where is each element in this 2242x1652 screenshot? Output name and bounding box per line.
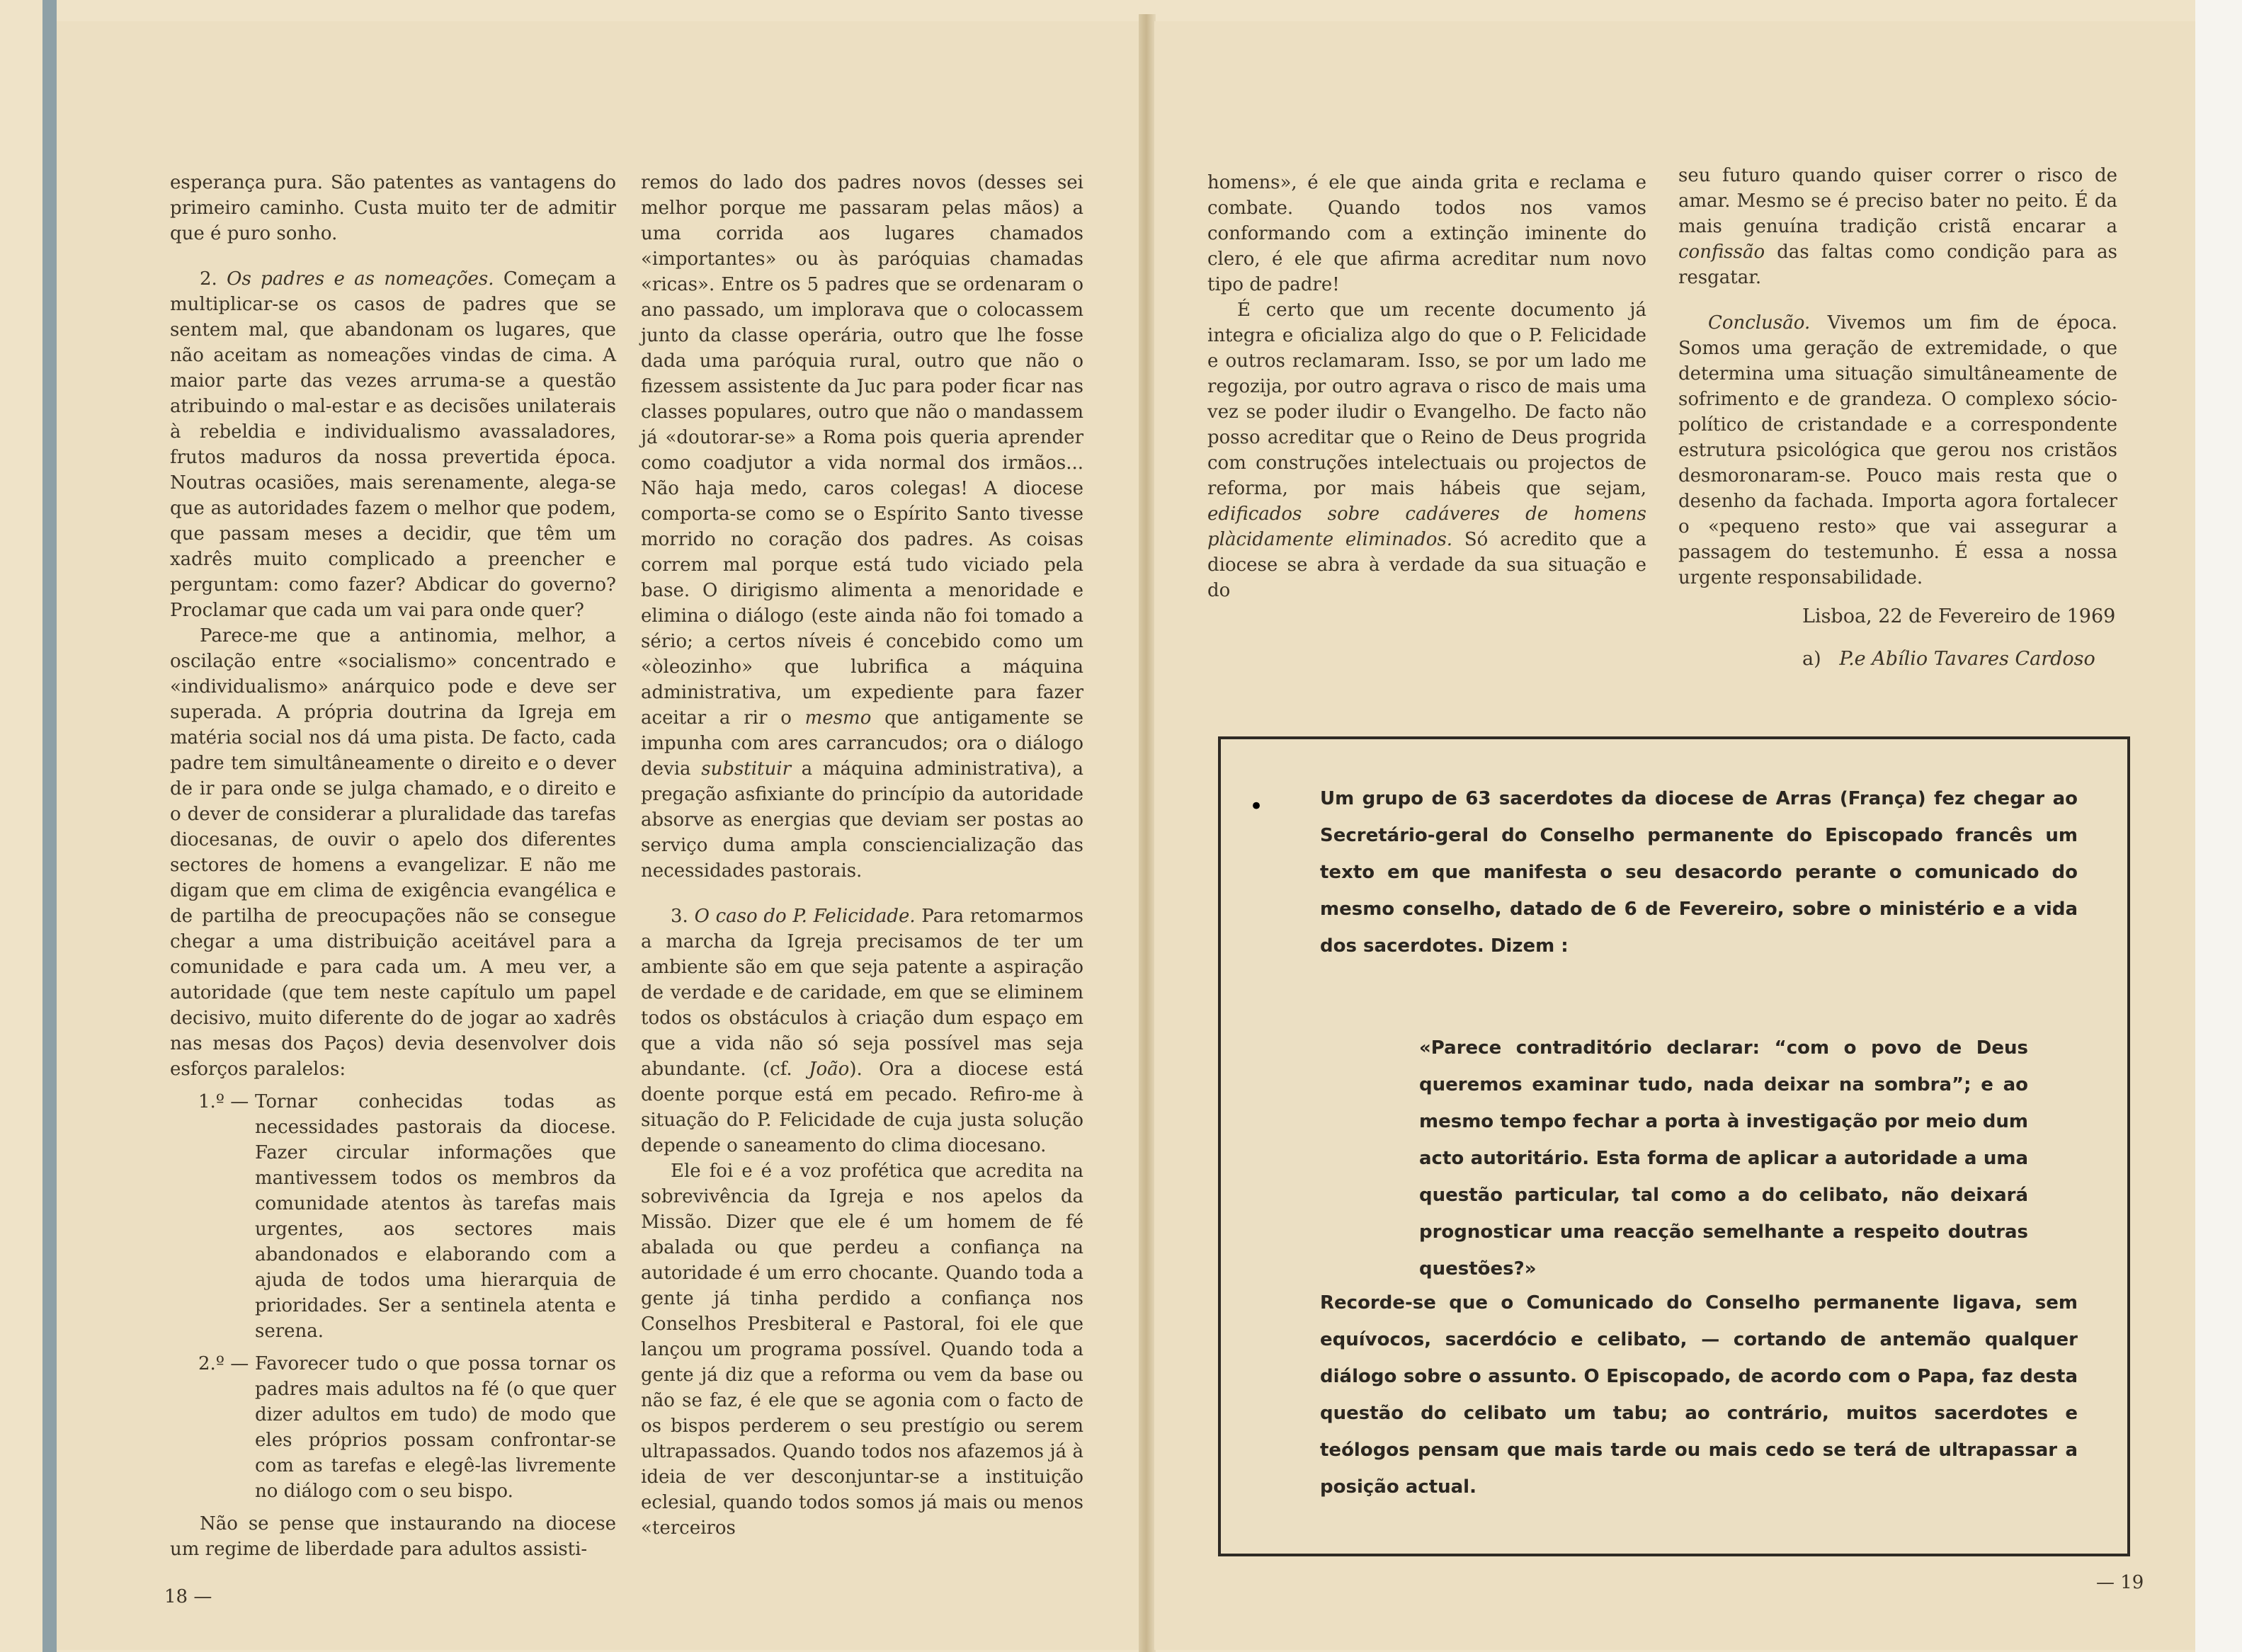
section-3-paragraph — [641, 904, 1083, 1158]
paragraph — [641, 170, 1083, 884]
text-run: Vivemos um fim de época. Somos uma geração de extremidade, o que determina uma situação simultâneamente de sofrimento e de grandeza. O complexo sócio-político de cristandade e a correspondente estrutura psicológica que gerou nos cristãos desmoronaram-se. Pouco mais resta que o desenho da fachada. Importa agora fortalecer o «pequeno resto» que vai assegurar a passagem do testemunho. É essa a nossa urgente responsabilidade. — [1678, 312, 2118, 588]
emphasis: mesmo — [804, 707, 872, 729]
signature: P.e Abílio Tavares Cardoso — [1839, 648, 2095, 670]
section-number: 3. — [671, 906, 688, 927]
scan-background — [2195, 0, 2242, 1652]
paragraph — [1678, 163, 2117, 290]
text-run: a máquina administrativa), a pregação asfixiante do princípio da autoridade absorve as energias que deviam ser postas ao serviço duma ampla consciencialização das necessidades pastorais. — [641, 758, 1084, 882]
text-run: remos do lado dos padres novos (desses sei melhor porque me passaram pelas mãos) a uma corrida aos lugares chamados «importantes» ou às paróquias chamadas «ricas». Entre os 5 padres que se ordenaram o ano passado, um implorava que o colocassem junto da classe operária, outro que lhe fosse dada uma paróquia rural, outro que não o fizessem assistente da Juc para poder ficar nas classes populares, outro que não o mandassem já «doutorar-se» a Roma pois queria aprender como coadjutor a vida normal dos irmãos... Não haja medo, caros colegas! A diocese comporta-se como se o Espírito Santo tivesse morrido no coração dos padres. As coisas correm mal porque está tudo viciado pela base. O dirigismo alimenta a menoridade e elimina o diálogo (este ainda não foi tomado a sério; a certos níveis é concebido como um «òleozinho» que lubrifica a máquina administrativa, um expediente para fazer aceitar a rir o — [641, 172, 1083, 729]
book-spine — [1139, 14, 1156, 1652]
left-column-1 — [170, 170, 616, 1562]
text-run: ). Ora a diocese está doente porque está em pecado. Refiro-me à situação do P. Felicidade de cuja justa solução depende o saneamento do clima diocesano. — [641, 1059, 1083, 1156]
text-run: Só acredito que a diocese se abra à verdade da sua situação e do — [1207, 529, 1646, 601]
list-item — [198, 1351, 616, 1504]
section-title: Conclusão. — [1708, 312, 1811, 334]
bullet-icon: • — [1249, 792, 1264, 821]
signature-prefix: a) — [1802, 648, 1821, 670]
list-number: 2.º — — [198, 1353, 249, 1374]
book-cover-edge — [42, 0, 57, 1652]
conclusion-paragraph — [1678, 310, 2117, 591]
left-column-2 — [641, 170, 1083, 1541]
paragraph: Ele foi e é a voz profética que acredita na sobrevivência da Igreja e nos apelos da Missão. Dizer que ele é um homem de fé abalada ou que perdeu a confiança na autoridade é um erro chocante. Quando toda a gente já tinha perdido a confiança nos Conselhos Presbiteral e Pastoral, foi ele que lançou um programa possível. Quando toda a gente já diz que a reforma ou vem da base ou não se faz, é ele que se agonia com o facto de os bispos perderem o seu prestígio ou serem ultrapassados. Quando todos nos afazemos já à ideia de ver desconjuntar-se a instituição eclesial, quando todos somos já mais ou menos «terceiros — [641, 1161, 1083, 1539]
list-text: Favorecer tudo o que possa tornar os padres mais adultos na fé (o que quer dizer adultos em tudo) de modo que eles próprios possam confrontar-se com as tarefas e elegê-las livremente no diálogo com o seu bispo. — [255, 1353, 616, 1502]
boxed-note — [1218, 736, 2130, 1556]
text-run: das faltas como condição para as resgatar. — [1678, 241, 2117, 288]
paragraph: Não se pense que instaurando na diocese um regime de liberdade para adultos assisti- — [170, 1513, 616, 1560]
emphasis: edificados sobre cadáveres de homens plàcidamente eliminados. — [1207, 503, 1646, 550]
box-quote: «Parece contraditório declarar: “com o povo de Deus queremos examinar tudo, nada deixar na sombra”; e ao mesmo tempo fechar a porta à investigação por meio dum acto autoritário. Esta forma de aplicar a autoridade a uma questão particular, tal como a do celibato, não deixará prognosticar uma reacção semelhante a respeito doutras questões?» — [1419, 1037, 2028, 1280]
text-run: que antigamente se impunha com ares carrancudos; ora o diálogo devia — [641, 707, 1084, 780]
paragraph: homens», é ele que ainda grita e reclama e combate. Quando todos nos vamos conformando com a extinção iminente do clero, é ele que afirma acreditar num novo tipo de padre! — [1207, 172, 1646, 295]
place-date: Lisboa, 22 de Fevereiro de 1969 — [1802, 605, 2116, 627]
text-run: seu futuro quando quiser correr o risco de amar. Mesmo se é preciso bater no peito. É da mais genuína tradição cristã encarar a — [1678, 165, 2117, 237]
section-text: Começam a multiplicar-se os casos de padres que se sentem mal, que abandonam os lugares, que não aceitam as nomeações vindas de cima. A maior parte das vezes arruma-se a questão atribuindo o mal-estar e as decisões unilaterais à rebeldia e individualismo avassaladores, frutos maduros da nossa prevertida época. Noutras ocasiões, mais serenamente, alega-se que as autoridades fazem o melhor que podem, que passam meses a decidir, que têm um xadrês muito complicado a preencher e perguntam: como fazer? Abdicar do governo? Proclamar que cada um vai para onde quer? — [170, 268, 617, 621]
paragraph: esperança pura. São patentes as vantagens do primeiro caminho. Custa muito ter de admitir que é puro sonho. — [170, 172, 616, 244]
section-number: 2. — [200, 268, 217, 290]
list-number: 1.º — — [198, 1091, 249, 1112]
paragraph: Parece-me que a antinomia, melhor, a oscilação entre «socialismo» concentrado e «individualismo» anárquico pode e deve ser superada. A própria doutrina da Igreja em matéria social nos dá uma pista. De facto, cada padre tem simultâneamente o direito e o dever de ir para onde se julga chamado, e o direito e o dever de considerar a pluralidade das tarefas diocesanas, de ouvir o apelo dos diferentes sectores de homens a evangelizar. E não me digam que em clima de exigência evangélica e de partilha de preocupações não se consegue chegar a uma distribuição aceitável para a comunidade e para cada um. A meu ver, a autoridade (que tem neste capítulo um papel decisivo, muito diferente do de jogar ao xadrês nas mesas dos Paços) devia desenvolver dois esforços paralelos: — [170, 625, 616, 1080]
section-2-paragraph — [170, 266, 616, 623]
right-column-1 — [1207, 170, 1646, 603]
text-run: É certo que um recente documento já integra e oficializa algo do que o P. Felicidade e outros reclamaram. Isso, se por um lado me regozija, por outro agrava o risco de mais uma vez se poder iludir o Evangelho. De facto não posso acreditar que o Reino de Deus progrida com construções intelectuais ou projectos de reforma, por mais hábeis que sejam, — [1207, 300, 1646, 499]
section-title: O caso do P. Felicidade. — [694, 906, 916, 927]
box-intro: Um grupo de 63 sacerdotes da diocese de Arras (França) fez chegar ao Secretário-geral do Conselho permanente do Episcopado francês um texto em que manifesta o seu desacordo perante o comunicado do mesmo conselho, datado de 6 de Fevereiro, sobre o ministério e a vida dos sacerdotes. Dizem : — [1320, 788, 2078, 957]
text-run: Para retomarmos a marcha da Igreja precisamos de ter um ambiente são em que seja patente a aspiração de verdade e de caridade, em que se eliminem todos os obstáculos à criação dum espaço em que a vida não só seja possível mas seja abundante. (cf. — [641, 906, 1084, 1080]
signature-line — [1802, 648, 2095, 670]
emphasis: substituir — [701, 758, 791, 780]
section-title: Os padres e as nomeações. — [227, 268, 494, 290]
emphasis: João — [809, 1059, 850, 1080]
paragraph — [1207, 297, 1646, 603]
right-column-2 — [1678, 163, 2117, 591]
list-item — [198, 1089, 616, 1344]
box-closing: Recorde-se que o Comunicado do Conselho permanente ligava, sem equívocos, sacerdócio e celibato, — cortando de antemão qualquer diálogo sobre o assunto. O Episcopado, de acordo com o Papa, faz desta questão do celibato um tabu; ao contrário, muitos sacerdotes e teólogos pensam que mais tarde ou mais cedo se terá de ultrapassar a posição actual. — [1320, 1292, 2078, 1498]
emphasis: confissão — [1678, 241, 1765, 263]
page-number-left: 18 — — [164, 1586, 212, 1607]
list-text: Tornar conhecidas todas as necessidades pastorais da diocese. Fazer circular informações que mantivessem todos os membros da comunidade atentos às tarefas mais urgentes, aos sectores mais abandonados e elaborando com a ajuda de todos uma hierarquia de prioridades. Ser a sentinela atenta e serena. — [255, 1091, 616, 1342]
page-number-right: — 19 — [2096, 1572, 2144, 1593]
